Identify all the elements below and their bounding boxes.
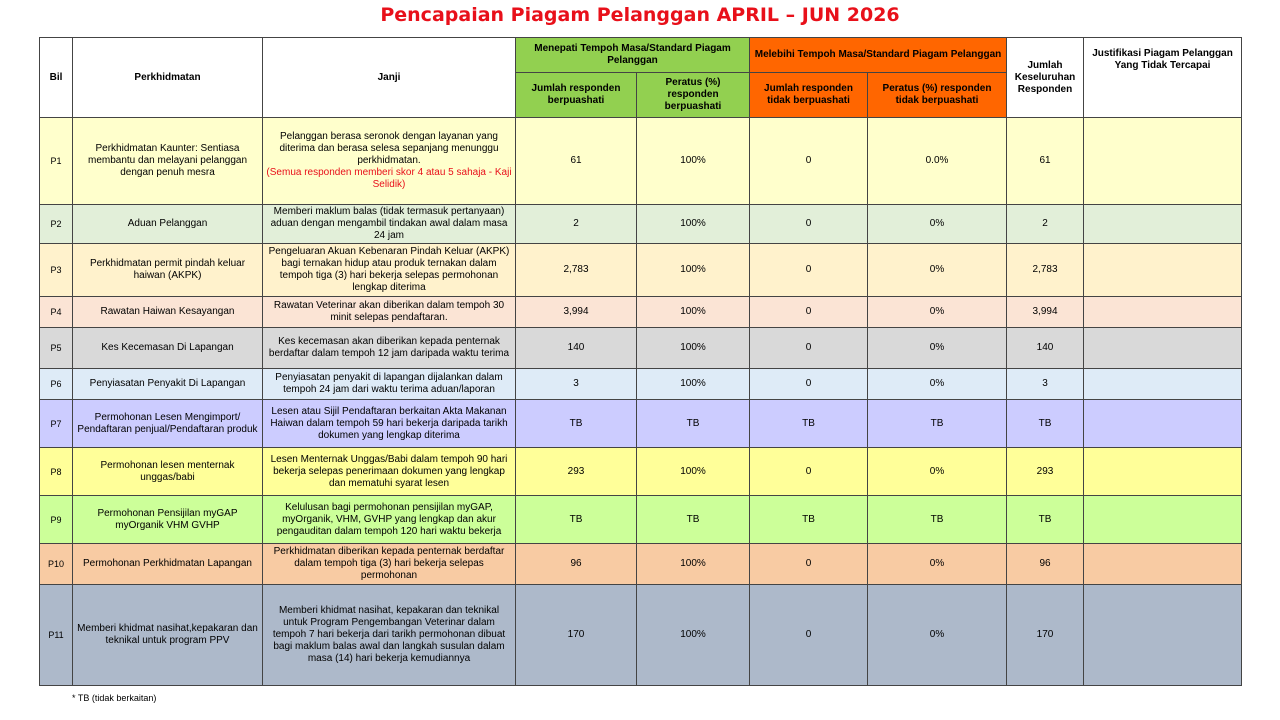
table-row	[40, 328, 1242, 369]
perkhidmatan-cell: Rawatan Haiwan Kesayangan	[73, 297, 263, 328]
peratus-tidak-berpuashati-cell: 0%	[868, 369, 1007, 400]
jumlah-keseluruhan-cell: TB	[1007, 496, 1084, 544]
perkhidmatan-cell: Perkhidmatan Kaunter: Sentiasa membantu dan melayani pelanggan dengan penuh mesra	[73, 118, 263, 205]
justifikasi-cell	[1084, 205, 1242, 244]
bil-cell: P4	[40, 297, 73, 328]
janji-text: Kelulusan bagi permohonan pensijilan myGAP, myOrganik, VHM, GVHP yang lengkap dan akur pengauditan dalam tempoh 120 hari waktu bekerja	[276, 501, 502, 537]
peratus-berpuashati-cell: 100%	[637, 297, 750, 328]
peratus-berpuashati-cell: 100%	[637, 448, 750, 496]
bil-cell: P5	[40, 328, 73, 369]
table-row	[40, 297, 1242, 328]
peratus-berpuashati-cell: 100%	[637, 369, 750, 400]
table-row	[40, 544, 1242, 585]
jumlah-berpuashati-cell: 3	[516, 369, 637, 400]
peratus-tidak-berpuashati-cell: TB	[868, 400, 1007, 448]
peratus-tidak-berpuashati-cell: 0%	[868, 328, 1007, 369]
jumlah-keseluruhan-cell: 2,783	[1007, 244, 1084, 297]
peratus-berpuashati-cell: 100%	[637, 328, 750, 369]
peratus-tidak-berpuashati-cell: 0%	[868, 205, 1007, 244]
jumlah-tidak-berpuashati-cell: 0	[750, 297, 868, 328]
peratus-berpuashati-cell: 100%	[637, 244, 750, 297]
perkhidmatan-cell: Permohonan Lesen Mengimport/ Pendaftaran penjual/Pendaftaran produk	[73, 400, 263, 448]
perkhidmatan-cell: Memberi khidmat nasihat,kepakaran dan teknikal untuk program PPV	[73, 585, 263, 686]
perkhidmatan-cell: Penyiasatan Penyakit Di Lapangan	[73, 369, 263, 400]
justifikasi-cell	[1084, 118, 1242, 205]
janji-text: Lesen Menternak Unggas/Babi dalam tempoh 90 hari bekerja selepas penerimaan dokumen yang lengkap dan mematuhi syarat lesen	[270, 453, 508, 489]
jumlah-tidak-berpuashati-cell: 0	[750, 244, 868, 297]
peratus-berpuashati-cell: TB	[637, 400, 750, 448]
peratus-tidak-berpuashati-cell: 0%	[868, 297, 1007, 328]
peratus-berpuashati-cell: 100%	[637, 585, 750, 686]
justifikasi-cell	[1084, 448, 1242, 496]
justifikasi-cell	[1084, 244, 1242, 297]
jumlah-berpuashati-cell: TB	[516, 496, 637, 544]
jumlah-tidak-berpuashati-cell: 0	[750, 448, 868, 496]
page-title: Pencapaian Piagam Pelanggan APRIL – JUN 2026	[380, 4, 900, 26]
peratus-berpuashati-cell: 100%	[637, 544, 750, 585]
janji-text: Penyiasatan penyakit di lapangan dijalankan dalam tempoh 24 jam dari waktu terima aduan/laporan	[275, 372, 503, 395]
bil-cell: P9	[40, 496, 73, 544]
header-jumlah-berpuashati: Jumlah responden berpuashati	[516, 73, 637, 118]
janji-text: Memberi maklum balas (tidak termasuk pertanyaan) aduan dengan mengambil tindakan awal dalam masa 24 jam	[270, 206, 508, 241]
perkhidmatan-cell: Permohonan Perkhidmatan Lapangan	[73, 544, 263, 585]
janji-text: Memberi khidmat nasihat, kepakaran dan teknikal untuk Program Pengembangan Veterinar dalam tempoh 7 hari bekerja dari tarikh permohonan dibuat bagi maklum balas awal dan langkah susulan dalam masa (14) hari bekerja kemudiannya	[272, 605, 506, 664]
table-row	[40, 205, 1242, 244]
table-row	[40, 585, 1242, 686]
perkhidmatan-cell: Perkhidmatan permit pindah keluar haiwan (AKPK)	[73, 244, 263, 297]
jumlah-tidak-berpuashati-cell: 0	[750, 328, 868, 369]
janji-cell	[263, 205, 516, 244]
bil-cell: P8	[40, 448, 73, 496]
justifikasi-cell	[1084, 544, 1242, 585]
justifikasi-cell	[1084, 400, 1242, 448]
janji-cell	[263, 400, 516, 448]
jumlah-keseluruhan-cell: 3	[1007, 369, 1084, 400]
bil-cell: P3	[40, 244, 73, 297]
jumlah-berpuashati-cell: 140	[516, 328, 637, 369]
peratus-tidak-berpuashati-cell: 0%	[868, 585, 1007, 686]
janji-cell	[263, 369, 516, 400]
jumlah-tidak-berpuashati-cell: 0	[750, 544, 868, 585]
janji-text: Pelanggan berasa seronok dengan layanan yang diterima dan berasa selesa sepanjang menunggu perkhidmatan.	[279, 131, 499, 166]
customer-charter-table	[39, 37, 1242, 686]
bil-cell: P6	[40, 369, 73, 400]
header-perkhidmatan: Perkhidmatan	[73, 38, 263, 118]
perkhidmatan-cell: Permohonan lesen menternak unggas/babi	[73, 448, 263, 496]
jumlah-berpuashati-cell: 2	[516, 205, 637, 244]
peratus-tidak-berpuashati-cell: 0%	[868, 544, 1007, 585]
jumlah-tidak-berpuashati-cell: 0	[750, 585, 868, 686]
jumlah-tidak-berpuashati-cell: TB	[750, 496, 868, 544]
peratus-tidak-berpuashati-cell: TB	[868, 496, 1007, 544]
janji-cell	[263, 244, 516, 297]
janji-text: Kes kecemasan akan diberikan kepada penternak berdaftar dalam tempoh 12 jam daripada waktu terima	[268, 336, 510, 359]
jumlah-berpuashati-cell: 96	[516, 544, 637, 585]
table-row	[40, 118, 1242, 205]
jumlah-berpuashati-cell: 3,994	[516, 297, 637, 328]
bil-cell: P7	[40, 400, 73, 448]
janji-text: Pengeluaran Akuan Kebenaran Pindah Keluar (AKPK) bagi ternakan hidup atau produk ternakan dalam tempoh tiga (3) hari bekerja selepas permohonan lengkap diterima	[268, 246, 510, 293]
table-row	[40, 448, 1242, 496]
table-row	[40, 369, 1242, 400]
peratus-berpuashati-cell: TB	[637, 496, 750, 544]
janji-text: Rawatan Veterinar akan diberikan dalam tempoh 30 minit selepas pendaftaran.	[273, 300, 505, 323]
janji-cell	[263, 496, 516, 544]
jumlah-tidak-berpuashati-cell: 0	[750, 118, 868, 205]
jumlah-keseluruhan-cell: 2	[1007, 205, 1084, 244]
bil-cell: P1	[40, 118, 73, 205]
jumlah-berpuashati-cell: 170	[516, 585, 637, 686]
bil-cell: P11	[40, 585, 73, 686]
janji-cell	[263, 448, 516, 496]
header-janji: Janji	[263, 38, 516, 118]
jumlah-berpuashati-cell: 61	[516, 118, 637, 205]
justifikasi-cell	[1084, 297, 1242, 328]
justifikasi-cell	[1084, 585, 1242, 686]
peratus-berpuashati-cell: 100%	[637, 118, 750, 205]
perkhidmatan-cell: Permohonan Pensijilan myGAP myOrganik VHM GVHP	[73, 496, 263, 544]
jumlah-keseluruhan-cell: TB	[1007, 400, 1084, 448]
peratus-tidak-berpuashati-cell: 0.0%	[868, 118, 1007, 205]
jumlah-keseluruhan-cell: 140	[1007, 328, 1084, 369]
jumlah-keseluruhan-cell: 293	[1007, 448, 1084, 496]
perkhidmatan-cell: Kes Kecemasan Di Lapangan	[73, 328, 263, 369]
jumlah-berpuashati-cell: 293	[516, 448, 637, 496]
janji-text: Lesen atau Sijil Pendaftaran berkaitan Akta Makanan Haiwan dalam tempoh 59 hari bekerja daripada tarikh dokumen yang lengkap diterima	[270, 405, 508, 441]
janji-cell	[263, 118, 516, 205]
table-row	[40, 496, 1242, 544]
table-row	[40, 244, 1242, 297]
bil-cell: P2	[40, 205, 73, 244]
justifikasi-cell	[1084, 328, 1242, 369]
header-group-melebihi: Melebihi Tempoh Masa/Standard Piagam Pelanggan	[750, 38, 1007, 73]
header-group-menepati: Menepati Tempoh Masa/Standard Piagam Pelanggan	[516, 38, 750, 73]
peratus-tidak-berpuashati-cell: 0%	[868, 448, 1007, 496]
header-bil: Bil	[40, 38, 73, 118]
header-jumlah-tidak-berpuashati: Jumlah responden tidak berpuashati	[750, 73, 868, 118]
header-peratus-berpuashati: Peratus (%) responden berpuashati	[637, 73, 750, 118]
jumlah-keseluruhan-cell: 96	[1007, 544, 1084, 585]
jumlah-berpuashati-cell: TB	[516, 400, 637, 448]
perkhidmatan-cell: Aduan Pelanggan	[73, 205, 263, 244]
peratus-berpuashati-cell: 100%	[637, 205, 750, 244]
janji-cell	[263, 585, 516, 686]
footnote: * TB (tidak berkaitan)	[72, 693, 157, 703]
janji-text: Perkhidmatan diberikan kepada penternak berdaftar dalam tempoh tiga (3) hari bekerja selepas permohonan	[273, 546, 505, 581]
jumlah-tidak-berpuashati-cell: 0	[750, 205, 868, 244]
janji-cell	[263, 297, 516, 328]
header-jumlah-keseluruhan: Jumlah Keseluruhan Responden	[1007, 38, 1084, 118]
header-peratus-tidak-berpuashati: Peratus (%) responden tidak berpuashati	[868, 73, 1007, 118]
table-row	[40, 400, 1242, 448]
jumlah-keseluruhan-cell: 3,994	[1007, 297, 1084, 328]
justifikasi-cell	[1084, 496, 1242, 544]
janji-note: (Semua responden memberi skor 4 atau 5 sahaja - Kaji Selidik)	[266, 167, 512, 190]
bil-cell: P10	[40, 544, 73, 585]
jumlah-tidak-berpuashati-cell: 0	[750, 369, 868, 400]
jumlah-berpuashati-cell: 2,783	[516, 244, 637, 297]
peratus-tidak-berpuashati-cell: 0%	[868, 244, 1007, 297]
justifikasi-cell	[1084, 369, 1242, 400]
jumlah-keseluruhan-cell: 61	[1007, 118, 1084, 205]
jumlah-keseluruhan-cell: 170	[1007, 585, 1084, 686]
janji-cell	[263, 328, 516, 369]
janji-cell	[263, 544, 516, 585]
header-justifikasi: Justifikasi Piagam Pelanggan Yang Tidak Tercapai	[1084, 38, 1242, 118]
jumlah-tidak-berpuashati-cell: TB	[750, 400, 868, 448]
